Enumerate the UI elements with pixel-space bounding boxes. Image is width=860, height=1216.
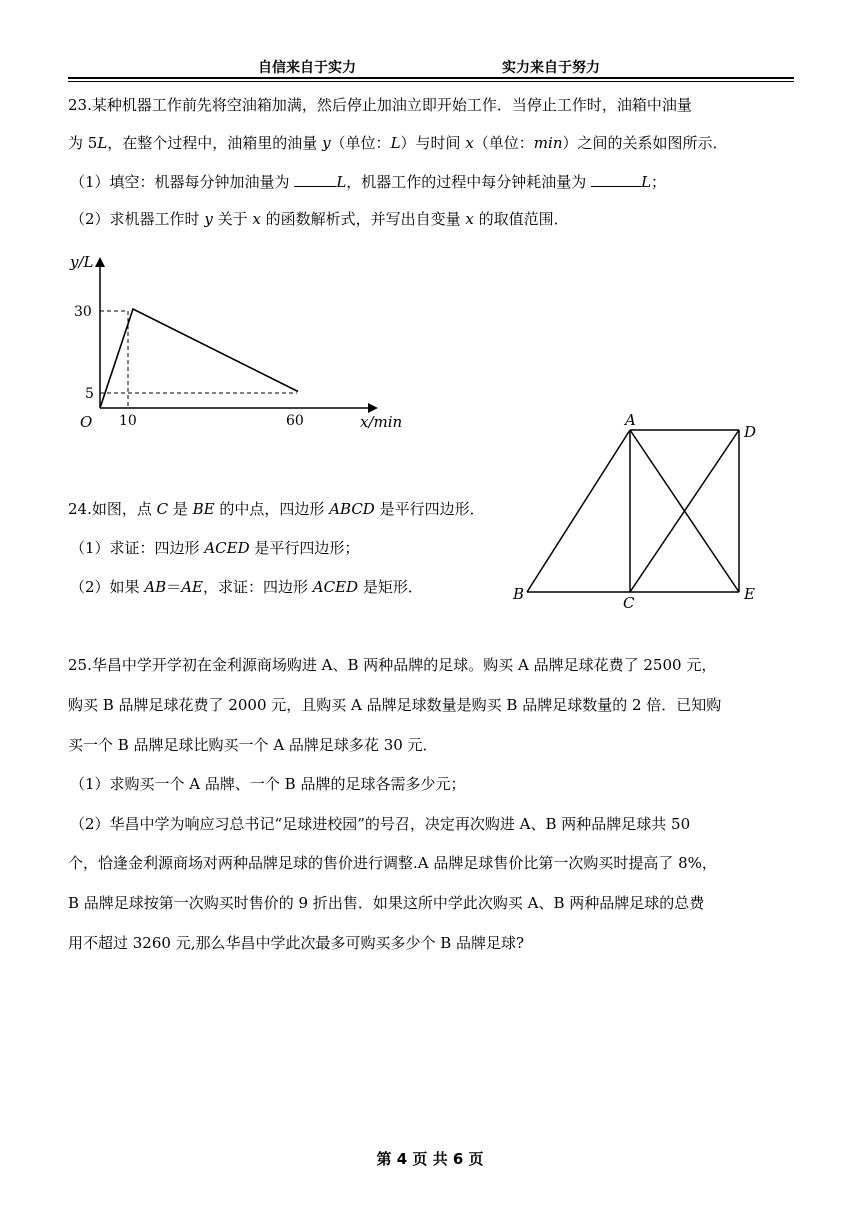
header-rule-thick xyxy=(68,77,794,79)
x-axis-label: x/min xyxy=(360,413,403,431)
q25-line1: 25.华昌中学开学初在金利源商场购进 A、B 两种品牌的足球。购买 A 品牌足球花费了 2500 元， xyxy=(68,656,717,674)
q25-line2: 购买 B 品牌足球花费了 2000 元，且购买 A 品牌足球数量是购买 B 品牌足球数量的 2 倍．已知购 xyxy=(68,696,722,714)
q25-line7: B 品牌足球按第一次购买时售价的 9 折出售．如果这所中学此次购买 A、B 两种品牌足球的总费 xyxy=(68,894,705,912)
q24-part1: （1）求证：四边形 ACED 是平行四边形； xyxy=(70,539,360,557)
q25-line3: 买一个 B 品牌足球比购买一个 A 品牌足球多花 30 元． xyxy=(68,736,438,754)
geometry-figure xyxy=(505,410,770,615)
q23-part1: （1）填空：机器每分钟加油量为 L，机器工作的过程中每分钟耗油量为 L； xyxy=(70,173,667,191)
vertex-label-A: A xyxy=(625,411,636,429)
y-axis-arrow xyxy=(95,257,105,267)
vertex-label-B: B xyxy=(513,585,525,603)
q23-part2: （2）求机器工作时 y 关于 x 的函数解析式，并写出自变量 x 的取值范围． xyxy=(70,210,569,228)
x-tick-60: 60 xyxy=(286,413,304,429)
fuel-graph xyxy=(60,245,420,440)
header-rule-thin xyxy=(68,81,794,82)
vertex-label-D: D xyxy=(744,423,757,441)
header-motto-right: 实力来自于努力 xyxy=(502,60,600,76)
q25-line5: （2）华昌中学为响应习总书记“足球进校园”的号召，决定再次购进 A、B 两种品牌足球共 50 xyxy=(70,815,691,833)
x-tick-10: 10 xyxy=(119,413,137,429)
q25-line4: （1）求购买一个 A 品牌、一个 B 品牌的足球各需多少元； xyxy=(70,775,466,793)
q24-part2: （2）如果 AB＝AE，求证：四边形 ACED 是矩形． xyxy=(70,578,423,596)
q24-line1: 24.如图，点 C 是 BE 的中点，四边形 ABCD 是平行四边形． xyxy=(68,500,485,518)
origin-label: O xyxy=(80,413,93,431)
vertex-label-C: C xyxy=(623,594,635,612)
y-axis-label: y/L xyxy=(70,253,94,271)
q25-line6: 个，恰逢金利源商场对两种品牌足球的售价进行调整.A 品牌足球售价比第一次购买时提高了 8%， xyxy=(68,854,717,872)
vertex-label-E: E xyxy=(744,585,755,603)
q25-line8: 用不超过 3260 元,那么华昌中学此次最多可购买多少个 B 品牌足球? xyxy=(68,934,525,952)
answer-blank-2 xyxy=(591,171,641,187)
page-number: 第 4 页 共 6 页 xyxy=(376,1150,484,1168)
y-tick-5: 5 xyxy=(85,386,94,402)
q23-line2: 为 5L，在整个过程中，油箱里的油量 y（单位：L）与时间 x（单位：min）之间的关系如图所示． xyxy=(68,134,728,152)
header-motto-left: 自信来自于实力 xyxy=(258,60,356,76)
q23-line1: 23.某种机器工作前先将空油箱加满，然后停止加油立即开始工作．当停止工作时，油箱中油量 xyxy=(68,96,692,114)
segment-AB xyxy=(527,430,630,592)
y-tick-30: 30 xyxy=(74,304,92,320)
x-axis-arrow xyxy=(368,403,378,413)
answer-blank-1 xyxy=(294,171,336,187)
